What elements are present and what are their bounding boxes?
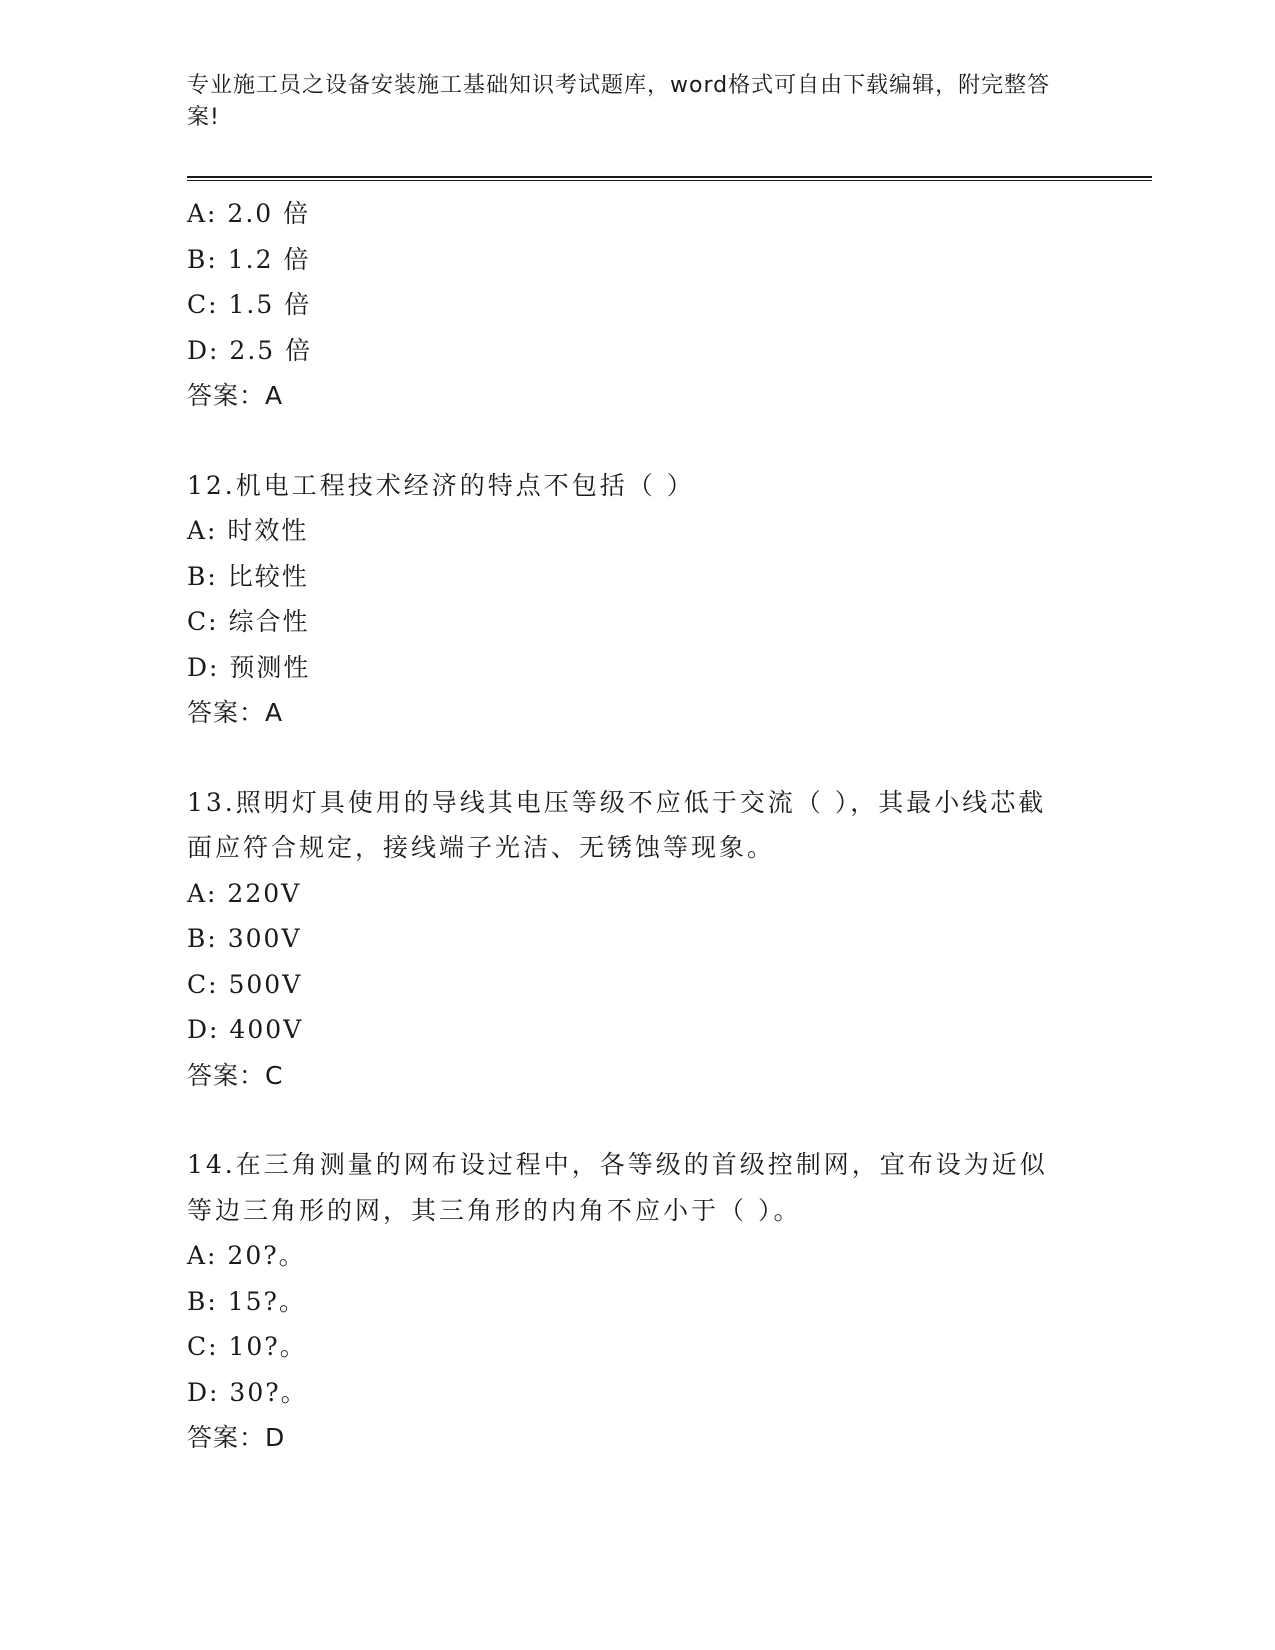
option-b: B: 比较性 xyxy=(187,561,309,591)
option-b: B: 300V xyxy=(187,924,302,953)
option-a: A: 2.0 倍 xyxy=(187,199,311,228)
option-d: D: 400V xyxy=(187,1015,304,1044)
option-c: C: 500V xyxy=(187,969,303,999)
document-header-title: 专业施工员之设备安装施工基础知识考试题库，word格式可自由下载编辑，附完整答案! xyxy=(187,73,1051,130)
question-14 xyxy=(187,1142,1152,1461)
option-d: D: 2.5 倍 xyxy=(187,335,313,365)
option-a: A: 20?。 xyxy=(187,1241,306,1270)
option-a: A: 220V xyxy=(187,878,302,908)
answer-line: 答案：A xyxy=(187,381,284,410)
header-divider xyxy=(187,176,1152,181)
option-b: B: 1.2 倍 xyxy=(187,244,311,274)
question-list xyxy=(187,191,1152,1461)
question-text: 14.在三角测量的网布设过程中，各等级的首级控制网，宜布设为近似等边三角形的网，其三角形的内角不应小于（ ）。 xyxy=(187,1150,1048,1225)
option-a: A: 时效性 xyxy=(187,516,309,545)
option-c: C: 1.5 倍 xyxy=(187,290,312,319)
question-11-fragment xyxy=(187,191,1152,419)
option-d: D: 30?。 xyxy=(187,1377,308,1407)
question-13 xyxy=(187,780,1152,1099)
question-12 xyxy=(187,463,1152,736)
option-c: C: 综合性 xyxy=(187,607,310,636)
question-text: 13.照明灯具使用的导线其电压等级不应低于交流（ ），其最小线芯截面应符合规定，接线端子光洁、无锈蚀等现象。 xyxy=(187,787,1047,862)
option-c: C: 10?。 xyxy=(187,1332,307,1361)
answer-line: 答案：C xyxy=(187,1060,284,1090)
answer-line: 答案：A xyxy=(187,698,284,727)
document-page xyxy=(187,70,1152,1461)
question-text: 12.机电工程技术经济的特点不包括（ ） xyxy=(187,470,695,500)
option-d: D: 预测性 xyxy=(187,652,311,682)
answer-line: 答案：D xyxy=(187,1423,286,1452)
option-b: B: 15?。 xyxy=(187,1286,306,1316)
